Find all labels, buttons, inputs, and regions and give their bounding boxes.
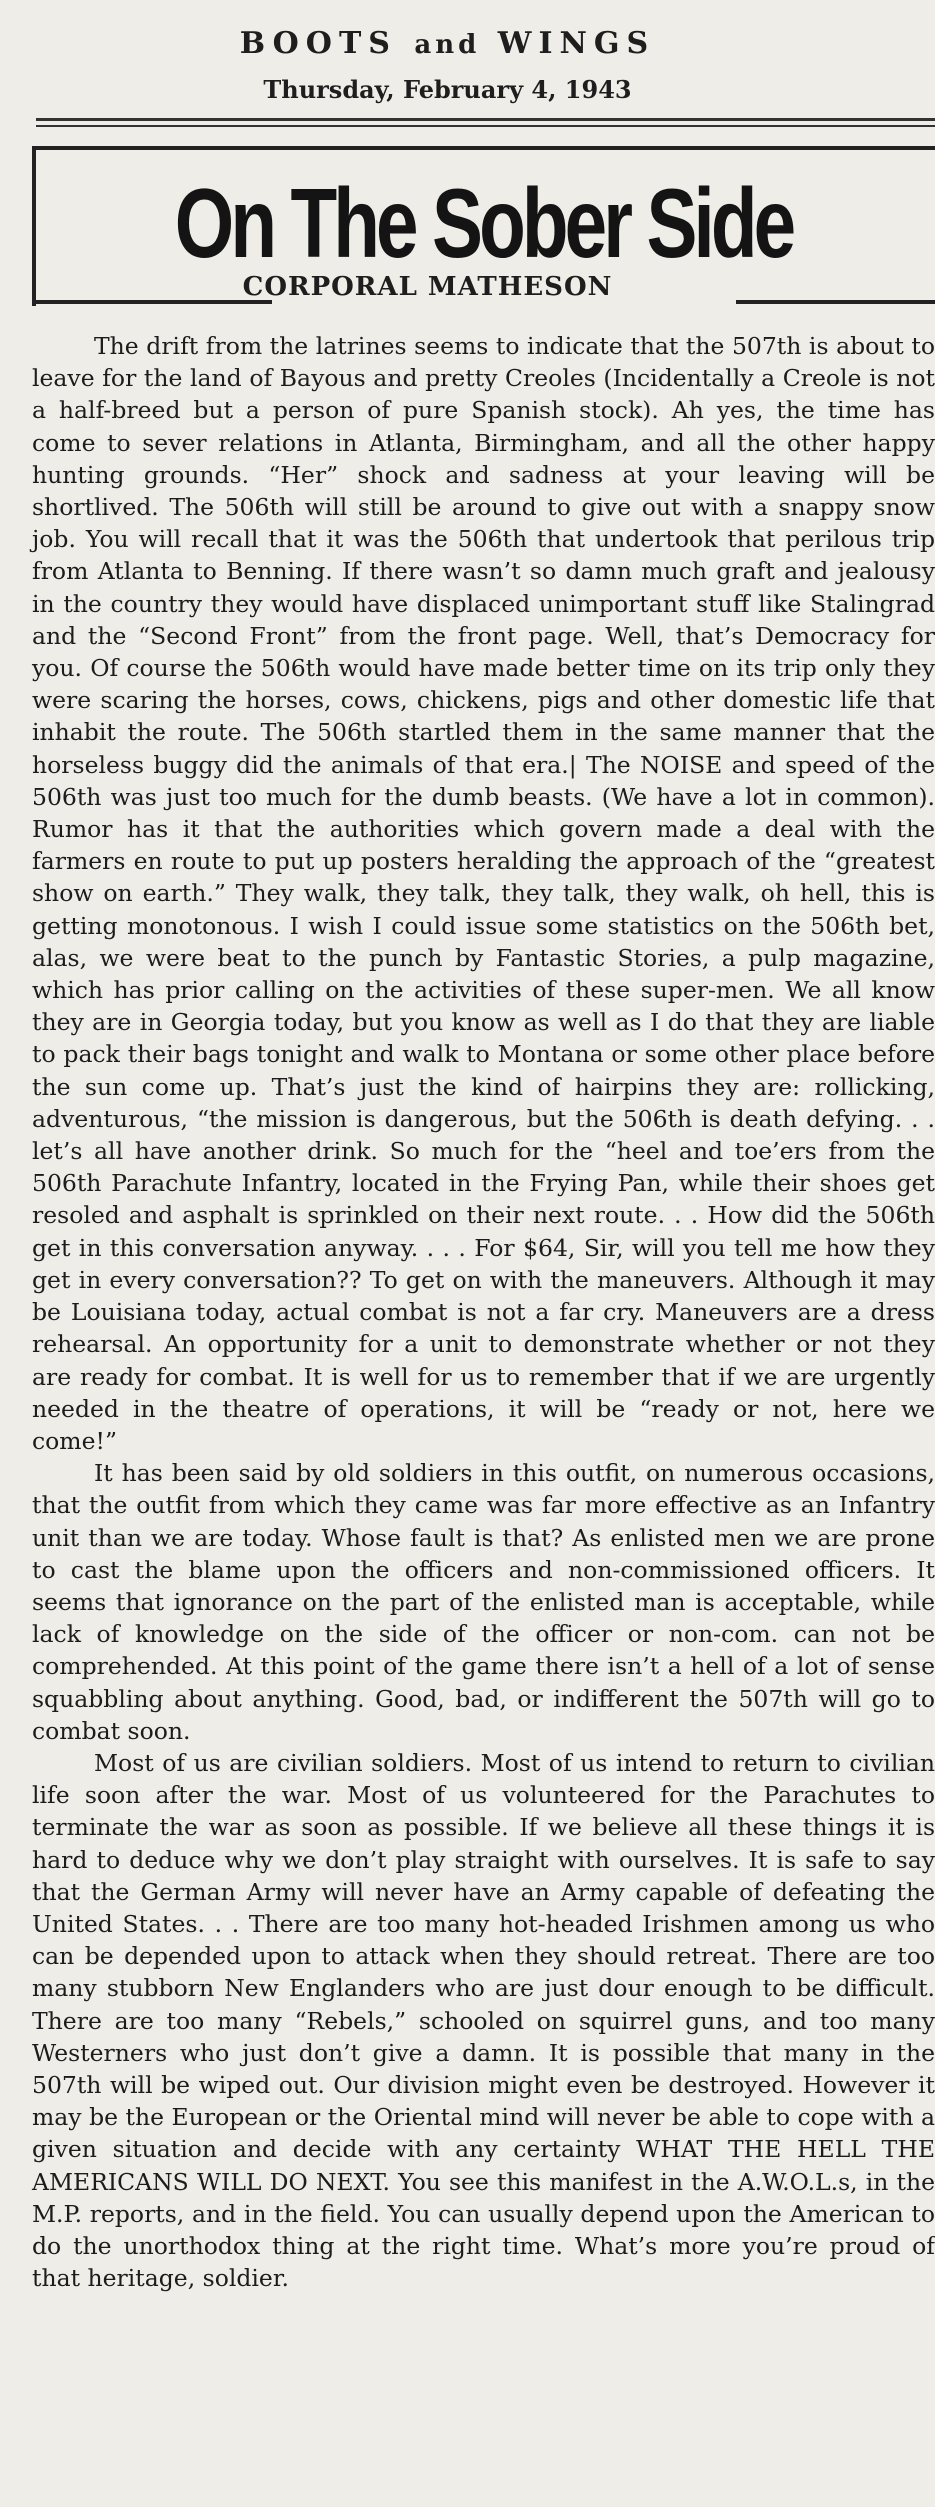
publication-name-and: and (414, 30, 481, 60)
publication-name-last: WINGS (497, 26, 656, 61)
publication-name-first: BOOTS (239, 26, 397, 61)
article-paragraph-3: Most of us are civilian soldiers. Most of us intend to return to civilian life soon after the war. Most of us volunteered for the Parachutes to terminate the war as soon as possible. If we believe all these things it is hard to deduce why we don’t play straight with ourselves. It is safe to say that the German Army will never have an Army capable of defeating the United States. . . There are too many hot-headed Irishmen among us who can be depended upon to attack when they should retreat. There are too many stubborn New Englanders who are just dour enough to be difficult. There are too many “Rebels,” schooled on squirrel guns, and too many Westerners who just don’t give a damn. It is possible that many in the 507th will be wiped out. Our division might even be destroyed. However it may be the European or the Oriental mind will never be able to cope with a given situation and decide with any certainty WHAT THE HELL THE AMERICANS WILL DO NEXT. You see this manifest in the A.W.O.L.s, in the M.P. reports, and in the field. You can usually depend upon the American to do the unorthodox thing at the right time. What’s more you’re proud of that heritage, soldier. (32, 1748, 935, 2293)
publication-date: Thursday, February 4, 1943 (263, 75, 632, 104)
masthead-rule-top (36, 118, 935, 121)
article-paragraph-1: The drift from the latrines seems to indicate that the 507th is about to leave for the land of Bayous and pretty Creoles (Incidentally a Creole is not a half-breed but a person of pure Spanish stock). Ah yes, the time has come to sever relations in Atlanta, Birmingham, and all the other happy hunting grounds. “Her” shock and sadness at your leaving will be shortlived. The 506th will still be around to give out with a snappy snow job. You will recall that it was the 506th that undertook that perilous trip from Atlanta to Benning. If there wasn’t so damn much graft and jealousy in the country they would have displaced unimportant stuff like Stalingrad and the “Second Front” from the front page. Well, that’s Democracy for you. Of course the 506th would have made better time on its trip only they were scaring the horses, cows, chickens, pigs and other domestic life that inhabit the route. The 506th startled them in the same manner that the horseless buggy did the animals of that era.| The NOISE and speed of the 506th was just too much for the dumb beasts. (We have a lot in common). Rumor has it that the authorities which govern made a deal with the farmers en route to put up posters heralding the approach of the “greatest show on earth.” They walk, they talk, they talk, they walk, oh hell, this is getting monotonous. I wish I could issue some statistics on the 506th bet, alas, we were beat to the punch by Fantastic Stories, a pulp magazine, which has prior calling on the activities of these super-men. We all know they are in Georgia today, but you know as well as I do that they are liable to pack their bags tonight and walk to Montana or some other place before the sun come up. That’s just the kind of hairpins they are: rollicking, adventurous, “the mission is dangerous, but the 506th is death defying. . . let’s all have another drink. So much for the “heel and toe’ers from the 506th Parachute Infantry, located in the Frying Pan, while their shoes get resoled and asphalt is sprinkled on their next route. . . How did the 506th get in this conversation anyway. . . . For $64, Sir, will you tell me how they get in every conversation?? To get on with the maneuvers. Although it may be Louisiana today, actual combat is not a far cry. Maneuvers are a dress rehearsal. An opportunity for a unit to demonstrate whether or not they are ready for combat. It is well for us to remember that if we are urgently needed in the theatre of operations, it will be “ready or not, here we come!” (32, 332, 935, 1455)
article-paragraph-2: It has been said by old soldiers in this outfit, on numerous occasions, that the outfit from which they came was far more effective as an Infantry unit than we are today. Whose fault is that? As enlisted men we are prone to cast the blame upon the officers and non-commissioned officers. It seems that ignorance on the part of the enlisted man is acceptable, while lack of knowledge on the side of the officer or non-com. can not be comprehended. At this point of the game there isn’t a hell of a lot of sense squabbling about anything. Good, bad, or indifferent the 507th will go to combat soon. (32, 1459, 935, 1745)
column-headline: On The Sober Side (174, 168, 793, 278)
publication-name (0, 26, 935, 61)
article-body (32, 330, 935, 2294)
masthead (0, 26, 935, 104)
column-byline: CORPORAL MATHESON (242, 272, 613, 302)
masthead-rule-bottom (36, 125, 935, 127)
